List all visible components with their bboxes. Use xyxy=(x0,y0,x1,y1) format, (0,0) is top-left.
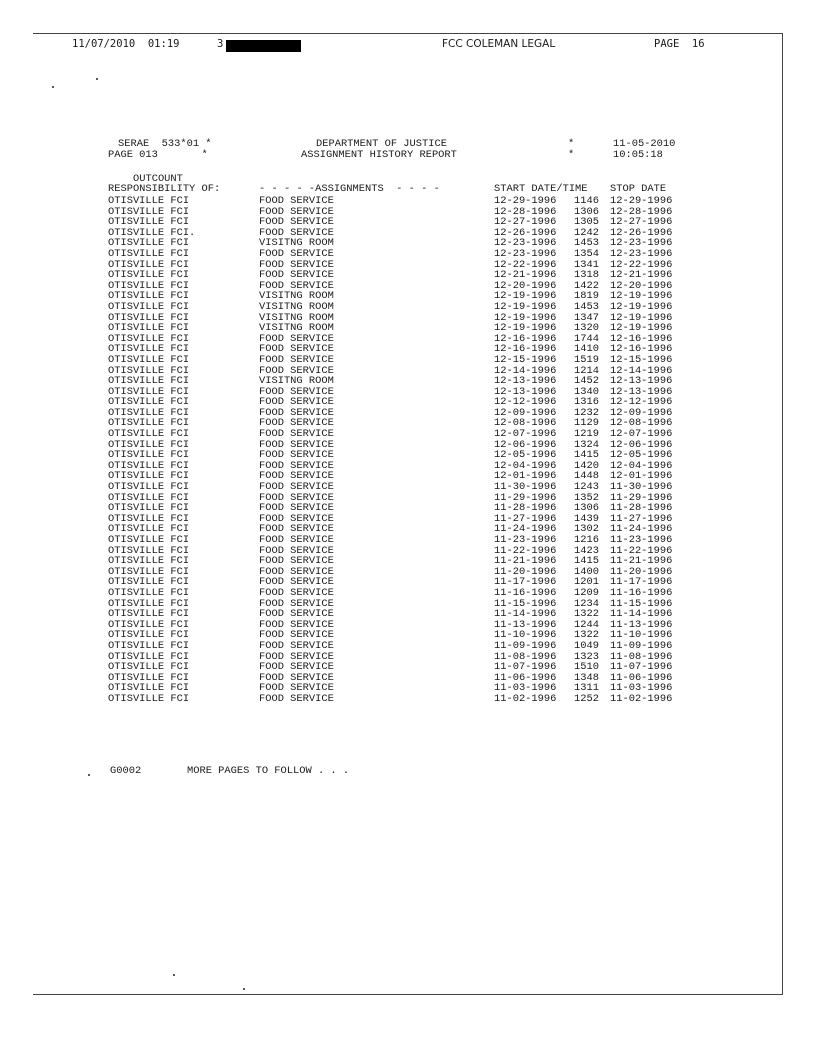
assignment-cell: FOOD SERVICE xyxy=(259,661,334,674)
table-row xyxy=(0,641,816,652)
start-time-cell: 1318 xyxy=(574,269,599,282)
footer-message: MORE PAGES TO FOLLOW . . . xyxy=(187,765,350,777)
assignment-cell: FOOD SERVICE xyxy=(259,332,334,345)
stop-date-cell: 11-20-1996 xyxy=(610,565,673,578)
department-name: DEPARTMENT OF JUSTICE xyxy=(316,138,447,150)
responsibility-cell: OTISVILLE FCI xyxy=(108,502,190,515)
responsibility-cell: OTISVILLE FCI xyxy=(108,650,190,663)
assignment-cell: VISITNG ROOM xyxy=(259,290,334,303)
start-time-cell: 1322 xyxy=(574,608,599,621)
responsibility-cell: OTISVILLE FCI xyxy=(108,671,190,684)
start-date-cell: 11-16-1996 xyxy=(494,586,557,599)
fax-datetime: 11/07/2010 01:19 xyxy=(72,38,180,50)
responsibility-cell: OTISVILLE FCI xyxy=(108,247,190,260)
start-time-cell: 1305 xyxy=(574,216,599,229)
responsibility-cell: OTISVILLE FCI xyxy=(108,417,190,430)
assignment-cell: VISITNG ROOM xyxy=(259,375,334,388)
fax-header xyxy=(0,38,816,52)
start-date-cell: 12-29-1996 xyxy=(494,195,557,207)
stop-date-cell: 12-14-1996 xyxy=(610,364,673,377)
responsibility-cell: OTISVILLE FCI xyxy=(108,406,190,419)
responsibility-cell: OTISVILLE FCI xyxy=(108,375,190,388)
start-date-cell: 11-07-1996 xyxy=(494,661,557,674)
stop-date-cell: 12-15-1996 xyxy=(610,353,673,366)
start-date-cell: 12-16-1996 xyxy=(494,343,557,356)
fax-page: PAGE 16 xyxy=(654,38,705,50)
responsibility-cell: OTISVILLE FCI xyxy=(108,682,190,695)
start-time-cell: 1322 xyxy=(574,629,599,642)
start-date-cell: 11-28-1996 xyxy=(494,502,557,515)
assignment-cell: FOOD SERVICE xyxy=(259,438,334,451)
responsibility-cell: OTISVILLE FCI xyxy=(108,608,190,621)
report-time: 10:05:18 xyxy=(613,149,663,161)
assignment-cell: FOOD SERVICE xyxy=(259,247,334,260)
start-time-cell: 1439 xyxy=(574,512,599,525)
responsibility-cell: OTISVILLE FCI xyxy=(108,512,190,525)
responsibility-cell: OTISVILLE FCI xyxy=(108,428,190,441)
assignment-cell: FOOD SERVICE xyxy=(259,385,334,398)
responsibility-cell: OTISVILLE FCI xyxy=(108,343,190,356)
assignment-cell: FOOD SERVICE xyxy=(259,523,334,536)
assignment-cell: FOOD SERVICE xyxy=(259,226,334,239)
stop-date-cell: 12-16-1996 xyxy=(610,332,673,345)
start-date-cell: 12-16-1996 xyxy=(494,332,557,345)
stop-date-cell: 12-08-1996 xyxy=(610,417,673,430)
assignment-cell: FOOD SERVICE xyxy=(259,470,334,483)
responsibility-cell: OTISVILLE FCI xyxy=(108,481,190,494)
start-time-cell: 1324 xyxy=(574,438,599,451)
assignment-cell: FOOD SERVICE xyxy=(259,364,334,377)
assignment-cell: FOOD SERVICE xyxy=(259,608,334,621)
responsibility-cell: OTISVILLE FCI xyxy=(108,385,190,398)
start-time-cell: 1129 xyxy=(574,417,599,430)
start-time-cell: 1452 xyxy=(574,375,599,388)
start-time-cell: 1354 xyxy=(574,247,599,260)
responsibility-cell: OTISVILLE FCI xyxy=(108,523,190,536)
responsibility-cell: OTISVILLE FCI xyxy=(108,438,190,451)
start-time-cell: 1232 xyxy=(574,406,599,419)
stop-date-cell: 12-06-1996 xyxy=(610,438,673,451)
start-date-cell: 11-24-1996 xyxy=(494,523,557,536)
start-date-cell: 12-12-1996 xyxy=(494,396,557,409)
start-time-cell: 1323 xyxy=(574,650,599,663)
responsibility-cell: OTISVILLE FCI xyxy=(108,597,190,610)
stop-date-cell: 11-29-1996 xyxy=(610,491,673,504)
column-headers xyxy=(0,174,816,196)
table-row xyxy=(0,588,816,599)
start-time-cell: 1311 xyxy=(574,682,599,695)
footer-code: G0002 xyxy=(110,765,142,777)
responsibility-cell: OTISVILLE FCI xyxy=(108,258,190,271)
responsibility-cell: OTISVILLE FCI. xyxy=(108,226,196,239)
scan-speck xyxy=(52,86,54,88)
responsibility-cell: OTISVILLE FCI xyxy=(108,576,190,589)
assignment-cell: FOOD SERVICE xyxy=(259,269,334,282)
responsibility-cell: OTISVILLE FCI xyxy=(108,565,190,578)
start-date-cell: 11-10-1996 xyxy=(494,629,557,642)
assignment-cell: FOOD SERVICE xyxy=(259,576,334,589)
start-date-cell: 12-06-1996 xyxy=(494,438,557,451)
assignment-cell: VISITNG ROOM xyxy=(259,237,334,250)
start-date-cell: 12-19-1996 xyxy=(494,290,557,303)
responsibility-cell: OTISVILLE FCI xyxy=(108,216,190,229)
stop-date-cell: 11-07-1996 xyxy=(610,661,673,674)
header-star-2: * xyxy=(568,149,575,161)
responsibility-cell: OTISVILLE FCI xyxy=(108,470,190,483)
start-date-cell: 11-29-1996 xyxy=(494,491,557,504)
responsibility-cell: OTISVILLE FCI xyxy=(108,459,190,472)
start-date-cell: 11-23-1996 xyxy=(494,534,557,546)
table-row xyxy=(0,249,816,260)
start-date-cell: 12-15-1996 xyxy=(494,353,557,366)
responsibility-cell: OTISVILLE FCI xyxy=(108,279,190,292)
responsibility-cell: OTISVILLE FCI xyxy=(108,586,190,599)
start-time-cell: 1244 xyxy=(574,618,599,631)
table-row xyxy=(0,355,816,366)
table-row xyxy=(0,196,816,207)
start-date-cell: 11-21-1996 xyxy=(494,555,557,568)
fax-redacted-prefix: 3 xyxy=(217,38,224,50)
start-date-cell: 11-22-1996 xyxy=(494,544,557,557)
start-time-cell: 1306 xyxy=(574,502,599,515)
start-date-cell: 12-01-1996 xyxy=(494,470,557,483)
report-title: ASSIGNMENT HISTORY REPORT xyxy=(301,149,457,161)
stop-date-cell: 11-16-1996 xyxy=(610,586,673,599)
stop-date-cell: 12-28-1996 xyxy=(610,205,673,218)
start-time-cell: 1320 xyxy=(574,322,599,335)
assignments-header: - - - - -ASSIGNMENTS - - - - xyxy=(259,183,440,195)
start-date-cell: 11-08-1996 xyxy=(494,650,557,663)
responsibility-cell: OTISVILLE FCI xyxy=(108,544,190,557)
stop-date-cell: 12-09-1996 xyxy=(610,406,673,419)
stop-date-cell: 12-13-1996 xyxy=(610,385,673,398)
stop-date-cell: 12-16-1996 xyxy=(610,343,673,356)
start-time-cell: 1302 xyxy=(574,523,599,536)
scan-speck xyxy=(96,78,98,80)
start-date-cell: 12-20-1996 xyxy=(494,279,557,292)
responsibility-cell: OTISVILLE FCI xyxy=(108,269,190,282)
stop-date-cell: 12-23-1996 xyxy=(610,237,673,250)
stop-date-cell: 12-07-1996 xyxy=(610,428,673,441)
start-date-cell: 12-23-1996 xyxy=(494,237,557,250)
assignment-cell: FOOD SERVICE xyxy=(259,481,334,494)
start-time-cell: 1209 xyxy=(574,586,599,599)
stop-date-cell: 12-04-1996 xyxy=(610,459,673,472)
start-date-cell: 12-07-1996 xyxy=(494,428,557,441)
start-date-cell: 12-09-1996 xyxy=(494,406,557,419)
responsibility-cell: OTISVILLE FCI xyxy=(108,449,190,462)
stop-date-cell: 11-22-1996 xyxy=(610,544,673,557)
assignment-cell: FOOD SERVICE xyxy=(259,428,334,441)
start-time-cell: 1243 xyxy=(574,481,599,494)
start-date-cell: 11-06-1996 xyxy=(494,671,557,684)
start-time-cell: 1744 xyxy=(574,332,599,345)
start-time-cell: 1410 xyxy=(574,343,599,356)
start-time-cell: 1234 xyxy=(574,597,599,610)
start-date-cell: 12-19-1996 xyxy=(494,311,557,324)
stop-date-cell: 12-19-1996 xyxy=(610,290,673,303)
start-date-cell: 11-30-1996 xyxy=(494,481,557,494)
scan-speck xyxy=(173,974,175,976)
start-time-cell: 1420 xyxy=(574,459,599,472)
start-date-cell: 12-13-1996 xyxy=(494,385,557,398)
stop-date-cell: 12-27-1996 xyxy=(610,216,673,229)
start-date-cell: 11-09-1996 xyxy=(494,639,557,652)
header-star-1: * xyxy=(568,138,575,150)
stop-date-cell: 11-24-1996 xyxy=(610,523,673,536)
start-time-cell: 1201 xyxy=(574,576,599,589)
stop-date-cell: 11-21-1996 xyxy=(610,555,673,568)
stop-date-cell: 12-19-1996 xyxy=(610,311,673,324)
assignment-cell: FOOD SERVICE xyxy=(259,629,334,642)
assignment-cell: FOOD SERVICE xyxy=(259,671,334,684)
stop-date-cell: 11-09-1996 xyxy=(610,639,673,652)
responsibility-cell: OTISVILLE FCI xyxy=(108,555,190,568)
stop-date-cell: 11-10-1996 xyxy=(610,629,673,642)
stop-date-cell: 11-14-1996 xyxy=(610,608,673,621)
stop-date-cell: 12-29-1996 xyxy=(610,195,673,207)
assignment-cell: FOOD SERVICE xyxy=(259,682,334,695)
responsibility-cell: OTISVILLE FCI xyxy=(108,195,190,207)
start-time-cell: 1448 xyxy=(574,470,599,483)
stop-date-cell: 11-08-1996 xyxy=(610,650,673,663)
assignment-cell: VISITNG ROOM xyxy=(259,300,334,313)
start-time-cell: 1340 xyxy=(574,385,599,398)
assignment-cell: FOOD SERVICE xyxy=(259,639,334,652)
stop-date-cell: 12-19-1996 xyxy=(610,300,673,313)
assignment-cell: VISITNG ROOM xyxy=(259,322,334,335)
start-date-cell: 11-03-1996 xyxy=(494,682,557,695)
responsibility-cell: OTISVILLE FCI xyxy=(108,534,190,546)
start-time-cell: 1519 xyxy=(574,353,599,366)
assignment-cell: FOOD SERVICE xyxy=(259,258,334,271)
redaction-bar xyxy=(226,40,301,52)
stop-date-cell: 12-05-1996 xyxy=(610,449,673,462)
start-time-cell: 1453 xyxy=(574,237,599,250)
start-time-cell: 1216 xyxy=(574,534,599,546)
start-time-cell: 1146 xyxy=(574,195,599,207)
assignment-cell: FOOD SERVICE xyxy=(259,618,334,631)
start-time-cell: 1510 xyxy=(574,661,599,674)
responsibility-cell: OTISVILLE FCI xyxy=(108,639,190,652)
responsibility-cell: OTISVILLE FCI xyxy=(108,491,190,504)
start-date-cell: 11-14-1996 xyxy=(494,608,557,621)
responsibility-cell: OTISVILLE FCI xyxy=(108,322,190,335)
responsibility-header: RESPONSIBILITY OF: xyxy=(108,183,221,195)
report-date: 11-05-2010 xyxy=(613,138,676,150)
report-footer xyxy=(0,766,816,780)
stop-date-cell: 12-19-1996 xyxy=(610,322,673,335)
assignment-cell: FOOD SERVICE xyxy=(259,650,334,663)
assignment-cell: FOOD SERVICE xyxy=(259,491,334,504)
responsibility-cell: OTISVILLE FCI xyxy=(108,290,190,303)
start-date-cell: 12-22-1996 xyxy=(494,258,557,271)
start-time-cell: 1214 xyxy=(574,364,599,377)
table-row xyxy=(0,694,816,705)
start-time-cell: 1819 xyxy=(574,290,599,303)
start-time-cell: 1423 xyxy=(574,544,599,557)
responsibility-cell: OTISVILLE FCI xyxy=(108,396,190,409)
start-date-cell: 12-23-1996 xyxy=(494,247,557,260)
start-time-cell: 1422 xyxy=(574,279,599,292)
stop-date-cell: 11-17-1996 xyxy=(610,576,673,589)
assignment-cell: FOOD SERVICE xyxy=(259,396,334,409)
start-time-cell: 1415 xyxy=(574,555,599,568)
stop-header: STOP DATE xyxy=(610,183,667,195)
assignment-cell: FOOD SERVICE xyxy=(259,279,334,292)
stop-date-cell: 11-23-1996 xyxy=(610,534,673,546)
responsibility-cell: OTISVILLE FCI xyxy=(108,618,190,631)
start-time-cell: 1400 xyxy=(574,565,599,578)
start-time-cell: 1242 xyxy=(574,226,599,239)
start-time-cell: 1306 xyxy=(574,205,599,218)
assignment-cell: FOOD SERVICE xyxy=(259,692,334,705)
start-time-cell: 1316 xyxy=(574,396,599,409)
start-date-cell: 12-14-1996 xyxy=(494,364,557,377)
start-date-cell: 12-19-1996 xyxy=(494,300,557,313)
table-row xyxy=(0,302,816,313)
assignment-cell: FOOD SERVICE xyxy=(259,459,334,472)
assignment-cell: FOOD SERVICE xyxy=(259,502,334,515)
stop-date-cell: 11-30-1996 xyxy=(610,481,673,494)
start-date-cell: 11-02-1996 xyxy=(494,692,557,705)
assignment-cell: FOOD SERVICE xyxy=(259,343,334,356)
stop-date-cell: 12-26-1996 xyxy=(610,226,673,239)
start-date-cell: 11-13-1996 xyxy=(494,618,557,631)
start-date-cell: 12-08-1996 xyxy=(494,417,557,430)
start-date-cell: 11-20-1996 xyxy=(494,565,557,578)
start-header: START DATE/TIME xyxy=(494,183,588,195)
stop-date-cell: 11-15-1996 xyxy=(610,597,673,610)
stop-date-cell: 11-28-1996 xyxy=(610,502,673,515)
stop-date-cell: 12-21-1996 xyxy=(610,269,673,282)
start-date-cell: 12-19-1996 xyxy=(494,322,557,335)
start-time-cell: 1348 xyxy=(574,671,599,684)
report-page-label: PAGE 013 * xyxy=(108,149,208,161)
responsibility-cell: OTISVILLE FCI xyxy=(108,311,190,324)
stop-date-cell: 11-06-1996 xyxy=(610,671,673,684)
assignment-cell: FOOD SERVICE xyxy=(259,406,334,419)
stop-date-cell: 11-02-1996 xyxy=(610,692,673,705)
stop-date-cell: 12-23-1996 xyxy=(610,247,673,260)
start-date-cell: 12-05-1996 xyxy=(494,449,557,462)
assignment-cell: FOOD SERVICE xyxy=(259,353,334,366)
fax-sender: FCC COLEMAN LEGAL xyxy=(442,38,556,50)
assignment-cell: FOOD SERVICE xyxy=(259,586,334,599)
start-date-cell: 12-04-1996 xyxy=(494,459,557,472)
stop-date-cell: 11-27-1996 xyxy=(610,512,673,525)
start-time-cell: 1219 xyxy=(574,428,599,441)
assignment-cell: VISITNG ROOM xyxy=(259,311,334,324)
responsibility-cell: OTISVILLE FCI xyxy=(108,237,190,250)
assignment-cell: FOOD SERVICE xyxy=(259,534,334,546)
responsibility-cell: OTISVILLE FCI xyxy=(108,353,190,366)
stop-date-cell: 11-13-1996 xyxy=(610,618,673,631)
responsibility-cell: OTISVILLE FCI xyxy=(108,692,190,705)
start-date-cell: 12-26-1996 xyxy=(494,226,557,239)
stop-date-cell: 12-20-1996 xyxy=(610,279,673,292)
stop-date-cell: 12-22-1996 xyxy=(610,258,673,271)
start-date-cell: 12-27-1996 xyxy=(494,216,557,229)
assignment-cell: FOOD SERVICE xyxy=(259,555,334,568)
stop-date-cell: 11-03-1996 xyxy=(610,682,673,695)
assignment-cell: FOOD SERVICE xyxy=(259,216,334,229)
assignment-cell: FOOD SERVICE xyxy=(259,449,334,462)
start-time-cell: 1341 xyxy=(574,258,599,271)
start-date-cell: 12-13-1996 xyxy=(494,375,557,388)
outcount-label: OUTCOUNT xyxy=(133,173,183,185)
stop-date-cell: 12-01-1996 xyxy=(610,470,673,483)
report-header xyxy=(0,139,816,169)
start-time-cell: 1453 xyxy=(574,300,599,313)
responsibility-cell: OTISVILLE FCI xyxy=(108,300,190,313)
responsibility-cell: OTISVILLE FCI xyxy=(108,661,190,674)
start-time-cell: 1347 xyxy=(574,311,599,324)
start-time-cell: 1352 xyxy=(574,491,599,504)
assignment-table xyxy=(0,196,816,705)
start-time-cell: 1415 xyxy=(574,449,599,462)
assignment-cell: FOOD SERVICE xyxy=(259,417,334,430)
start-time-cell: 1252 xyxy=(574,692,599,705)
responsibility-cell: OTISVILLE FCI xyxy=(108,364,190,377)
responsibility-cell: OTISVILLE FCI xyxy=(108,205,190,218)
responsibility-cell: OTISVILLE FCI xyxy=(108,332,190,345)
assignment-cell: FOOD SERVICE xyxy=(259,565,334,578)
assignment-cell: FOOD SERVICE xyxy=(259,205,334,218)
start-date-cell: 11-17-1996 xyxy=(494,576,557,589)
responsibility-cell: OTISVILLE FCI xyxy=(108,629,190,642)
start-time-cell: 1049 xyxy=(574,639,599,652)
system-id: SERAE 533*01 * xyxy=(118,138,212,150)
start-date-cell: 12-28-1996 xyxy=(494,205,557,218)
start-date-cell: 11-15-1996 xyxy=(494,597,557,610)
assignment-cell: FOOD SERVICE xyxy=(259,544,334,557)
stop-date-cell: 12-12-1996 xyxy=(610,396,673,409)
scan-speck xyxy=(243,988,245,990)
assignment-cell: FOOD SERVICE xyxy=(259,597,334,610)
assignment-cell: FOOD SERVICE xyxy=(259,512,334,525)
assignment-cell: FOOD SERVICE xyxy=(259,195,334,207)
stop-date-cell: 12-13-1996 xyxy=(610,375,673,388)
start-date-cell: 12-21-1996 xyxy=(494,269,557,282)
table-row xyxy=(0,535,816,546)
start-date-cell: 11-27-1996 xyxy=(494,512,557,525)
